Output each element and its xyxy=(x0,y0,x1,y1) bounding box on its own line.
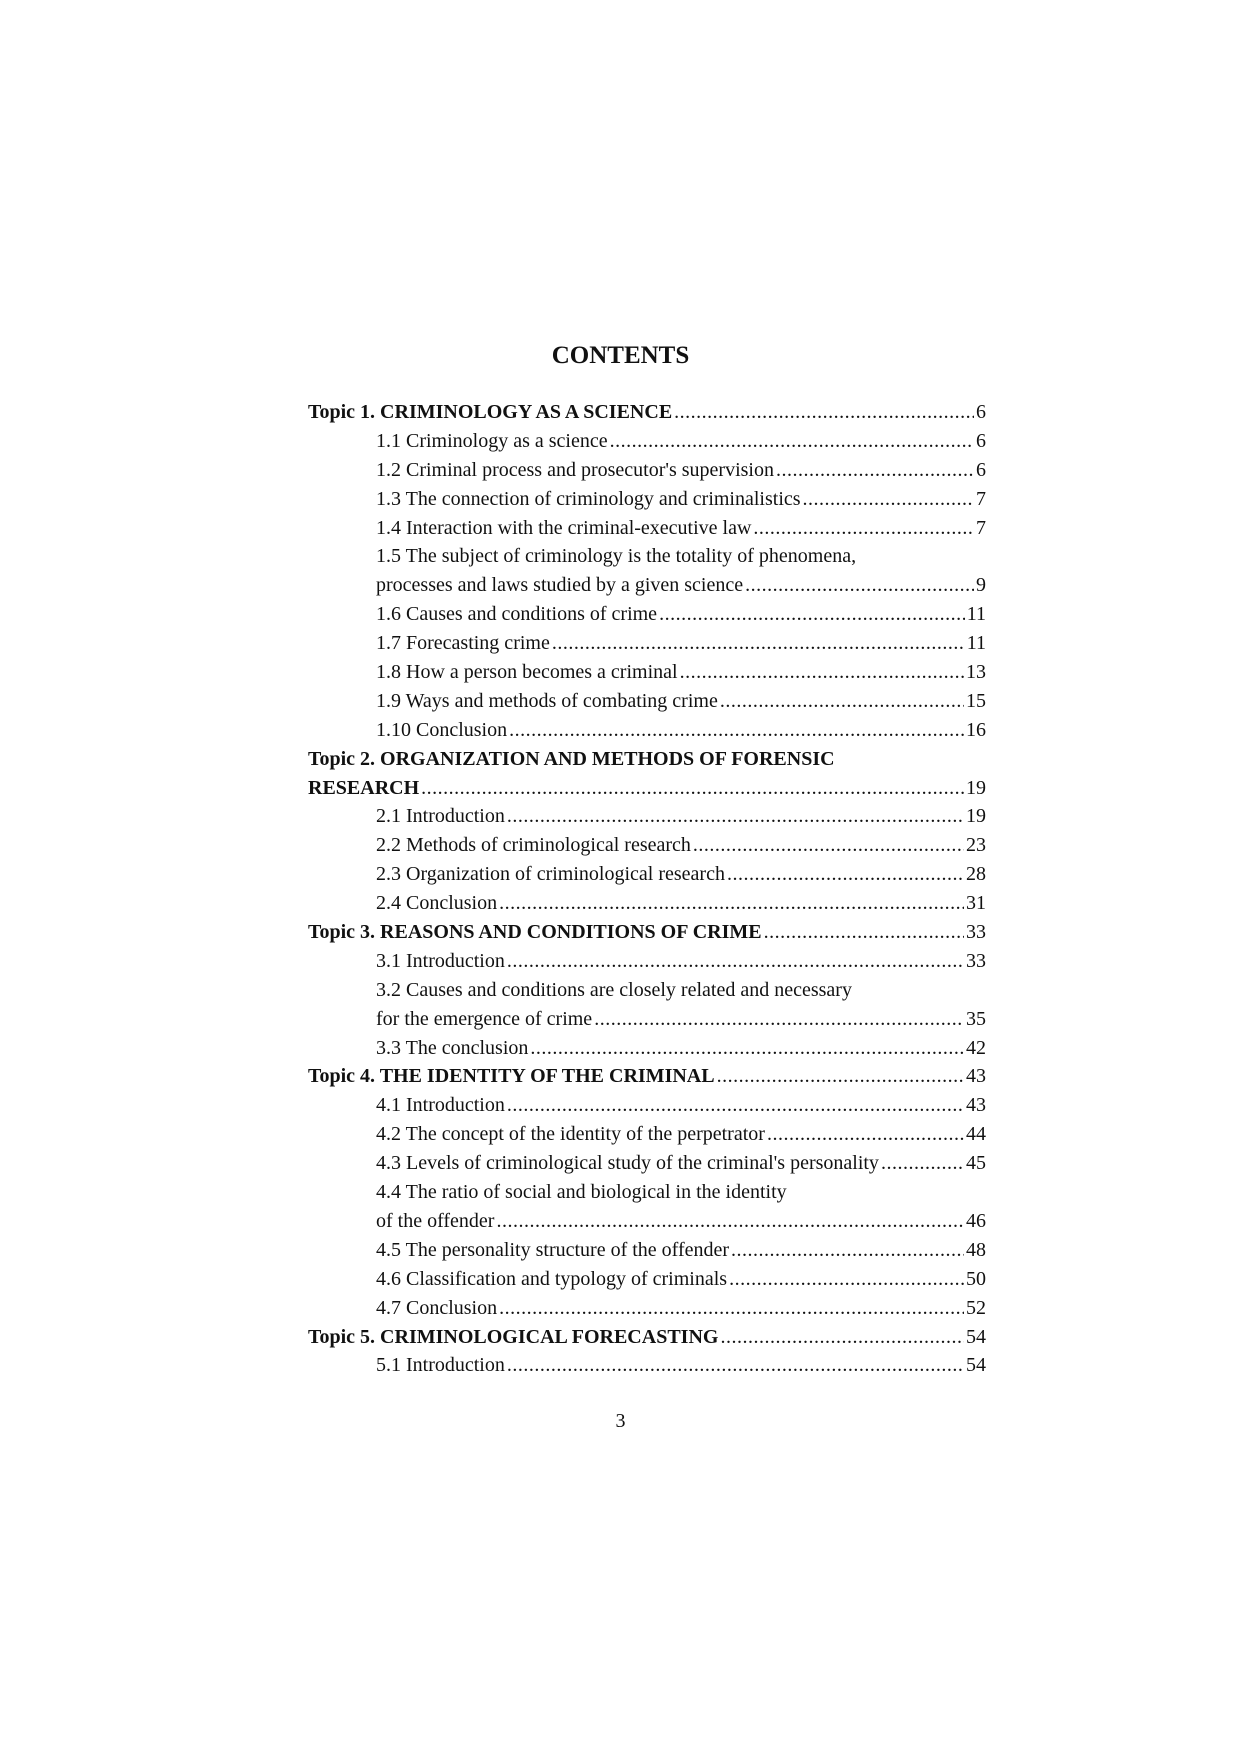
dot-leader xyxy=(496,1207,964,1236)
toc-entry-page: 31 xyxy=(966,892,986,915)
dot-leader xyxy=(499,1294,964,1323)
toc-entry-title: for the emergence of crime xyxy=(376,1007,593,1030)
dot-leader xyxy=(530,1034,964,1063)
dot-leader xyxy=(731,1236,964,1265)
toc-section-entry xyxy=(308,1091,986,1120)
dot-leader xyxy=(507,802,964,831)
dot-leader xyxy=(776,456,974,485)
toc-entry-title: 3.3 The conclusion xyxy=(376,1036,529,1059)
dot-leader xyxy=(507,1351,964,1380)
toc-entry-page: 28 xyxy=(966,863,986,886)
dot-leader xyxy=(764,918,964,947)
toc-section-entry xyxy=(308,1178,986,1207)
toc-section-entry xyxy=(308,1207,986,1236)
toc-entry-page: 54 xyxy=(966,1325,986,1348)
dot-leader xyxy=(680,658,964,687)
dot-leader xyxy=(720,687,964,716)
toc-section-entry xyxy=(308,1265,986,1294)
toc-entry-page: 11 xyxy=(966,632,986,655)
toc-entry-title: processes and laws studied by a given science xyxy=(376,574,744,597)
dot-leader xyxy=(674,398,974,427)
toc-section-entry xyxy=(308,1120,986,1149)
dot-leader xyxy=(499,889,964,918)
toc-entry-title: 4.3 Levels of criminological study of the criminal's personality xyxy=(376,1152,879,1175)
dot-leader xyxy=(767,1120,964,1149)
toc-section-entry xyxy=(308,514,986,543)
toc-topic-entry xyxy=(308,918,986,947)
toc-section-entry xyxy=(308,600,986,629)
dot-leader xyxy=(881,1149,964,1178)
dot-leader xyxy=(693,831,964,860)
toc-section-entry xyxy=(308,629,986,658)
dot-leader xyxy=(659,600,965,629)
toc-entry-title: 4.4 The ratio of social and biological in the identity xyxy=(376,1181,787,1204)
dot-leader xyxy=(729,1265,964,1294)
dot-leader xyxy=(727,860,964,889)
toc-section-entry xyxy=(308,889,986,918)
toc-entry-page: 46 xyxy=(966,1209,986,1232)
toc-section-entry xyxy=(308,947,986,976)
toc-entry-page: 13 xyxy=(966,661,986,684)
dot-leader xyxy=(552,629,965,658)
toc-entry-title: RESEARCH xyxy=(308,776,420,799)
dot-leader xyxy=(509,716,964,745)
toc-entry-page: 33 xyxy=(966,921,986,944)
toc-section-entry xyxy=(308,802,986,831)
toc-entry-page: 48 xyxy=(966,1238,986,1261)
page-number: 3 xyxy=(615,1410,626,1432)
toc-entry-page: 11 xyxy=(966,603,986,626)
toc-entry-title: Topic 5. CRIMINOLOGICAL FORECASTING xyxy=(308,1325,719,1348)
toc-entry-page: 7 xyxy=(976,516,986,539)
dot-leader xyxy=(421,774,964,803)
toc-section-entry xyxy=(308,1034,986,1063)
toc-entry-page: 6 xyxy=(976,429,986,452)
toc-entry-page: 52 xyxy=(966,1296,986,1319)
toc-entry-page: 15 xyxy=(966,689,986,712)
toc-entry-page: 6 xyxy=(976,458,986,481)
toc-section-entry xyxy=(308,456,986,485)
toc-section-entry xyxy=(308,831,986,860)
toc-section-entry xyxy=(308,1351,986,1380)
toc-section-entry xyxy=(308,860,986,889)
toc-entry-page: 19 xyxy=(966,805,986,828)
toc-topic-entry xyxy=(308,745,986,774)
toc-entry-title: 1.10 Conclusion xyxy=(376,718,508,741)
toc-section-entry xyxy=(308,1294,986,1323)
toc-section-entry xyxy=(308,542,986,571)
toc-entry-title: 1.5 The subject of criminology is the totality of phenomena, xyxy=(376,545,857,568)
toc-section-entry xyxy=(308,1149,986,1178)
toc-entry-title: 3.1 Introduction xyxy=(376,949,505,972)
toc-entry-title: 2.4 Conclusion xyxy=(376,892,498,915)
toc-entry-title: 1.2 Criminal process and prosecutor's supervision xyxy=(376,458,774,481)
toc-entry-title: 1.8 How a person becomes a criminal xyxy=(376,661,678,684)
toc-entry-title: 2.3 Organization of criminological research xyxy=(376,863,725,886)
toc-entry-page: 43 xyxy=(966,1065,986,1088)
toc-entry-page: 35 xyxy=(966,1007,986,1030)
toc-entry-title: 1.4 Interaction with the criminal-executive law xyxy=(376,516,752,539)
toc-entry-page: 9 xyxy=(976,574,986,597)
toc-entry-page: 42 xyxy=(966,1036,986,1059)
toc-entry-page: 50 xyxy=(966,1267,986,1290)
toc-entry-title: of the offender xyxy=(376,1209,495,1232)
toc-entry-title: 1.9 Ways and methods of combating crime xyxy=(376,689,718,712)
dot-leader xyxy=(507,947,964,976)
toc-section-entry xyxy=(308,485,986,514)
dot-leader xyxy=(717,1062,964,1091)
toc-entry-page: 6 xyxy=(976,401,986,423)
toc-entry-title: 4.1 Introduction xyxy=(376,1094,505,1117)
toc-topic-entry xyxy=(308,398,986,427)
toc-entry-title: 1.6 Causes and conditions of crime xyxy=(376,603,658,626)
toc-entry-title: 4.5 The personality structure of the offender xyxy=(376,1238,730,1261)
toc-entry-title: 4.7 Conclusion xyxy=(376,1296,498,1319)
toc-entry-page: 44 xyxy=(966,1123,986,1146)
toc-entry-title: 1.3 The connection of criminology and criminalistics xyxy=(376,487,801,510)
toc-entry-page: 54 xyxy=(966,1354,986,1377)
dot-leader xyxy=(720,1323,964,1352)
toc-entry-page: 19 xyxy=(966,776,986,799)
dot-leader xyxy=(753,514,974,543)
toc-section-entry xyxy=(308,716,986,745)
toc-section-entry xyxy=(308,571,986,600)
toc-section-entry xyxy=(308,687,986,716)
table-of-contents xyxy=(308,398,986,1380)
dot-leader xyxy=(803,485,974,514)
dot-leader xyxy=(745,571,974,600)
toc-entry-title: Topic 3. REASONS AND CONDITIONS OF CRIME xyxy=(308,921,762,944)
toc-section-entry xyxy=(308,976,986,1005)
toc-topic-entry xyxy=(308,1062,986,1091)
dot-leader xyxy=(594,1005,964,1034)
page-title: CONTENTS xyxy=(551,342,690,369)
toc-entry-title: 4.2 The concept of the identity of the perpetrator xyxy=(376,1123,765,1146)
toc-entry-page: 16 xyxy=(966,718,986,741)
toc-entry-title: Topic 1. CRIMINOLOGY AS A SCIENCE xyxy=(308,401,673,423)
toc-entry-title: 2.2 Methods of criminological research xyxy=(376,834,691,857)
toc-entry-title: Topic 4. THE IDENTITY OF THE CRIMINAL xyxy=(308,1065,715,1088)
toc-entry-title: Topic 2. ORGANIZATION AND METHODS OF FORENSIC xyxy=(308,747,835,770)
toc-entry-page: 7 xyxy=(976,487,986,510)
toc-topic-entry xyxy=(308,774,986,803)
toc-entry-title: 4.6 Classification and typology of criminals xyxy=(376,1267,728,1290)
dot-leader xyxy=(610,427,974,456)
dot-leader xyxy=(507,1091,964,1120)
toc-entry-page: 43 xyxy=(966,1094,986,1117)
toc-entry-page: 45 xyxy=(966,1152,986,1175)
toc-entry-title: 2.1 Introduction xyxy=(376,805,505,828)
toc-entry-title: 1.7 Forecasting crime xyxy=(376,632,550,655)
toc-topic-entry xyxy=(308,1323,986,1352)
toc-entry-title: 5.1 Introduction xyxy=(376,1354,505,1377)
toc-entry-title: 1.1 Criminology as a science xyxy=(376,429,608,452)
toc-entry-page: 33 xyxy=(966,949,986,972)
toc-section-entry xyxy=(308,658,986,687)
toc-entry-title: 3.2 Causes and conditions are closely related and necessary xyxy=(376,978,852,1001)
toc-section-entry xyxy=(308,1005,986,1034)
toc-section-entry xyxy=(308,427,986,456)
toc-entry-page: 23 xyxy=(966,834,986,857)
toc-section-entry xyxy=(308,1236,986,1265)
